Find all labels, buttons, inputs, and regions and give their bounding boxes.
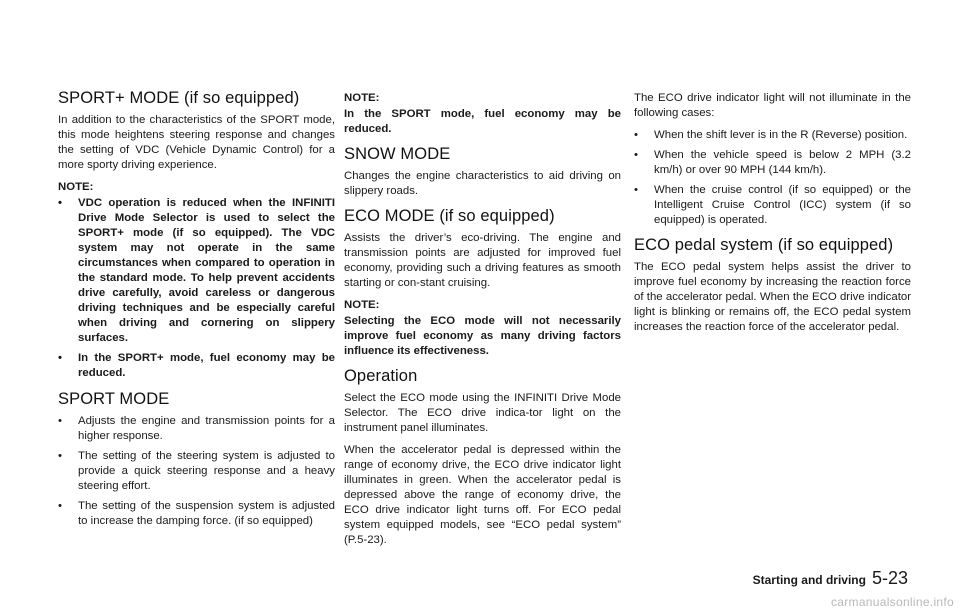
- list-item: • The setting of the suspension system is adjusted to increase the damping force. (if so equipped): [58, 500, 335, 527]
- footer-section-title: Starting and driving: [752, 573, 866, 587]
- sport-note-text: In the SPORT mode, fuel economy may be reduced.: [344, 108, 621, 135]
- snow-heading: SNOW MODE: [344, 145, 451, 163]
- list-item: • The setting of the steering system is adjusted to provide a quick steering response and a heavy steering effort.: [58, 450, 335, 492]
- column-left: [58, 88, 335, 536]
- bullet-icon: •: [58, 500, 62, 512]
- sport-heading: SPORT MODE: [58, 390, 170, 408]
- eco-pedal-body: The ECO pedal system helps assist the driver to improve fuel economy by increasing the reaction force of the accelerator pedal. When the ECO drive indicator light is blinking or remains off, the ECO pedal system increases the reaction force of the accelerator pedal.: [634, 261, 911, 333]
- operation-p1: Select the ECO mode using the INFINITI Drive Mode Selector. The ECO drive indica-tor light on the instrument panel illuminates.: [344, 392, 621, 434]
- eco-indicator-list: [634, 128, 911, 228]
- bullet-icon: •: [634, 184, 638, 196]
- eco-note-text: Selecting the ECO mode will not necessarily improve fuel economy as many driving factors influence its effectiveness.: [344, 315, 621, 357]
- sport-plus-note-label: NOTE:: [58, 181, 94, 193]
- sport-note-label: NOTE:: [344, 92, 380, 104]
- eco-body: Assists the driver’s eco-driving. The engine and transmission points are adjusted for improved fuel economy, providing such a driving features as smooth starting or con-stant cruising.: [344, 232, 621, 289]
- operation-heading: Operation: [344, 367, 418, 385]
- sport-plus-heading: SPORT+ MODE (if so equipped): [58, 89, 300, 107]
- list-item: • When the shift lever is in the R (Reverse) position.: [634, 129, 908, 141]
- sport-list: [58, 414, 335, 529]
- bullet-icon: •: [58, 197, 62, 209]
- page-number: 5-23: [871, 568, 908, 588]
- list-item: • VDC operation is reduced when the INFINITI Drive Mode Selector is used to select the SPORT+ mode (if so equipped). The VDC system may not operate in the same circumstances when compared to operation in the standard mode. To help prevent accidents drive carefully, avoid careless or dangerous driving techniques and be especially careful when driving and cornering on slippery surfaces.: [58, 197, 335, 344]
- page-footer: [708, 568, 908, 592]
- bullet-icon: •: [58, 352, 62, 364]
- list-item: • In the SPORT+ mode, fuel economy may be reduced.: [58, 352, 335, 379]
- list-item: • Adjusts the engine and transmission points for a higher response.: [58, 415, 335, 442]
- column-middle: [344, 88, 621, 555]
- bullet-icon: •: [634, 149, 638, 161]
- bullet-icon: •: [58, 450, 62, 462]
- snow-body: Changes the engine characteristics to aid driving on slippery roads.: [344, 170, 621, 197]
- eco-indicator-intro: The ECO drive indicator light will not illuminate in the following cases:: [634, 92, 911, 119]
- sport-plus-note-list: [58, 196, 335, 381]
- eco-heading: ECO MODE (if so equipped): [344, 207, 555, 225]
- list-item: • When the vehicle speed is below 2 MPH (3.2 km/h) or over 90 MPH (144 km/h).: [634, 149, 911, 176]
- sport-plus-body: In addition to the characteristics of the SPORT mode, this mode heightens steering response and changes the setting of VDC (Vehicle Dynamic Control) for a more sporty driving experience.: [58, 114, 335, 171]
- operation-p2: When the accelerator pedal is depressed within the range of economy drive, the ECO drive indicator light illuminates in green. When the accelerator pedal is depressed above the range of economy drive, the ECO drive indicator light turns off. For ECO pedal system equipped models, see “ECO pedal system” (P.5-23).: [344, 444, 621, 546]
- list-item: • When the cruise control (if so equipped) or the Intelligent Cruise Control (ICC) system (if so equipped) is operated.: [634, 184, 911, 226]
- watermark: carmanualsonline.info: [830, 595, 954, 609]
- column-right: [634, 88, 911, 342]
- bullet-icon: •: [58, 415, 62, 427]
- eco-note-label: NOTE:: [344, 299, 380, 311]
- eco-pedal-heading: ECO pedal system (if so equipped): [634, 236, 894, 254]
- bullet-icon: •: [634, 129, 638, 141]
